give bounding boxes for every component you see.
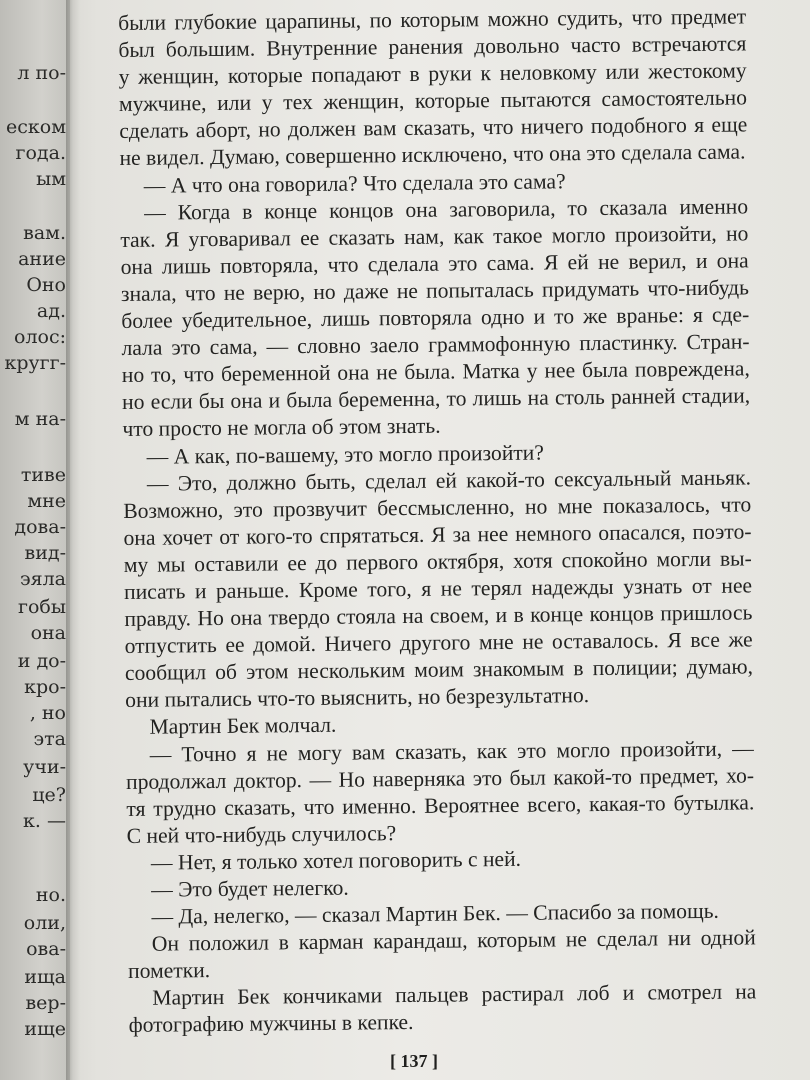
left-page-fragment: ища — [24, 966, 66, 988]
left-page-edge — [0, 0, 70, 1080]
text-line: — Да, нелегко, — сказал Мартин Бек. — Спасибо за помощь. — [151, 898, 720, 929]
text-line: так. Я уговаривал ее сказать нам, как такое могло произойти, но — [120, 221, 749, 252]
text-line: не видел. Думаю, совершенно исключено, что она это сделала сама. — [119, 139, 746, 171]
text-line: знала, что не верю, но даже не попыталась придумать что-нибудь — [120, 275, 750, 306]
left-page-fragment: ад. — [36, 300, 66, 322]
book-gutter-shadow — [66, 0, 80, 1080]
text-line: они пытались что-то выяснить, но безрезультатно. — [125, 683, 590, 713]
text-line: — Это, должно быть, сделал ей какой-то сексуальный маньяк. — [146, 464, 752, 496]
text-line: Мартин Бек кончиками пальцев растирал лоб и смотрел на — [152, 979, 757, 1011]
text-line: — Это будет нелегко. — [151, 875, 349, 902]
left-page-fragment: учи- — [23, 756, 66, 778]
left-page-fragment: года. — [15, 142, 66, 164]
left-page-fragment: , но — [29, 702, 66, 724]
left-page-fragment: но. — [35, 884, 66, 906]
text-line: были глубокие царапины, по которым можно судить, что предмет — [118, 4, 747, 35]
left-page-fragment: олос: — [14, 326, 66, 348]
text-line: сообщил об этом нескольким моим знакомым в полиции; думаю, — [124, 654, 754, 686]
text-line: но если бы она и была беременна, то лишь на столь ранней стадии, — [121, 383, 751, 415]
text-line: — Нет, я только хотел поговорить с ней. — [150, 846, 522, 875]
left-page-fragment: це? — [32, 784, 66, 806]
text-line: Возможно, это прозвучит бессмысленно, но мне показалось, что — [123, 492, 752, 523]
text-line: фотографию мужчины в кепке. — [128, 1010, 414, 1038]
left-page-fragment: еском — [6, 116, 66, 138]
text-line: был большим. Внутренние ранения довольно часто встречаются — [118, 31, 747, 63]
text-line: сделать аборт, но должен вам сказать, что ничего подобного я еще — [119, 112, 748, 144]
left-page-fragment: вид- — [24, 542, 66, 564]
text-line: более убедительное, лишь повторяла одно и то же вранье: я сде- — [121, 302, 750, 334]
text-line: мужчине, или у тех женщин, которые пытаются самостоятельно — [118, 85, 748, 117]
left-page-fragment: она — [30, 622, 66, 644]
text-line: С ней что-нибудь случилось? — [126, 820, 397, 848]
left-page-fragment: ище — [24, 1018, 66, 1040]
text-line: пометки. — [127, 958, 211, 984]
text-line: — А как, по-вашему, это могло произойти? — [146, 440, 544, 469]
text-line: она хочет от кого-то спрятаться. Я за нее немного опасался, поэто- — [123, 519, 752, 550]
text-line: му мы оставили ее до первого октября, хотя спокойно могли вы- — [123, 546, 752, 577]
text-line: отпустить ее домой. Ничего другого мне не оставалось. Я все же — [124, 627, 753, 659]
left-page-fragment: тиве — [20, 464, 66, 486]
text-line: у женщин, которые попадают в руки к неловкому или жестокому — [118, 58, 747, 90]
page-number: [ 137 ] — [390, 1051, 438, 1071]
text-line: правду. Но она твердо стояла на своем, и в конце концов пришлось — [124, 600, 753, 632]
left-page-fragment: к. — — [23, 810, 66, 832]
left-page-fragment: ова- — [26, 938, 66, 960]
left-page-fragment: гобы — [18, 596, 66, 618]
left-page-fragment: ание — [18, 248, 66, 270]
left-page-fragment: м на- — [14, 408, 66, 430]
text-line: — Точно я не могу вам сказать, как это могло произойти, — — [149, 735, 754, 767]
left-page-fragment: кругг- — [4, 352, 66, 374]
text-line: Мартин Бек молчал. — [149, 713, 337, 740]
text-line: Он положил в карман карандаш, которым не сделал ни одной — [151, 925, 756, 956]
left-page-fragment: вер- — [25, 992, 66, 1014]
left-page-fragment: оли, — [23, 912, 66, 934]
left-page-fragment: Оно — [26, 274, 66, 296]
left-page-fragment: вам. — [23, 222, 66, 244]
left-page-fragment: мне — [27, 490, 66, 512]
text-line: тя трудно сказать, что именно. Вероятнее всего, какая-то бутылка. — [126, 790, 755, 821]
left-page-fragment: ым — [36, 168, 66, 190]
text-line: — А что она говорила? Что сделала это сама? — [143, 168, 566, 198]
left-page-fragment: дова- — [14, 516, 66, 538]
left-page-fragment: кро- — [24, 676, 66, 698]
text-line: писать и раньше. Кроме того, я не терял надежды узнать от нее — [123, 573, 753, 604]
left-page-fragment: эта — [33, 728, 66, 750]
left-page-fragment: л по- — [17, 62, 66, 84]
left-page-fragment: эяла — [19, 568, 66, 590]
left-page-fragment: и до- — [17, 650, 66, 672]
text-line: — Когда в конце концов она заговорила, то сказала именно — [143, 194, 749, 225]
text-line: она лишь повторяла, что сделала это сама. Я ей не верил, и она — [120, 248, 749, 279]
text-line: продолжал доктор. — Но наверняка это был какой-то предмет, хо- — [125, 763, 755, 794]
text-line: лала это сама, — словно заело граммофонную пластинку. Стран- — [121, 329, 750, 361]
text-line: что просто не могла об этом знать. — [122, 414, 441, 442]
page-body-text — [118, 3, 757, 1039]
text-line: но то, что беременной она не была. Матка у нее была повреждена, — [121, 356, 750, 388]
